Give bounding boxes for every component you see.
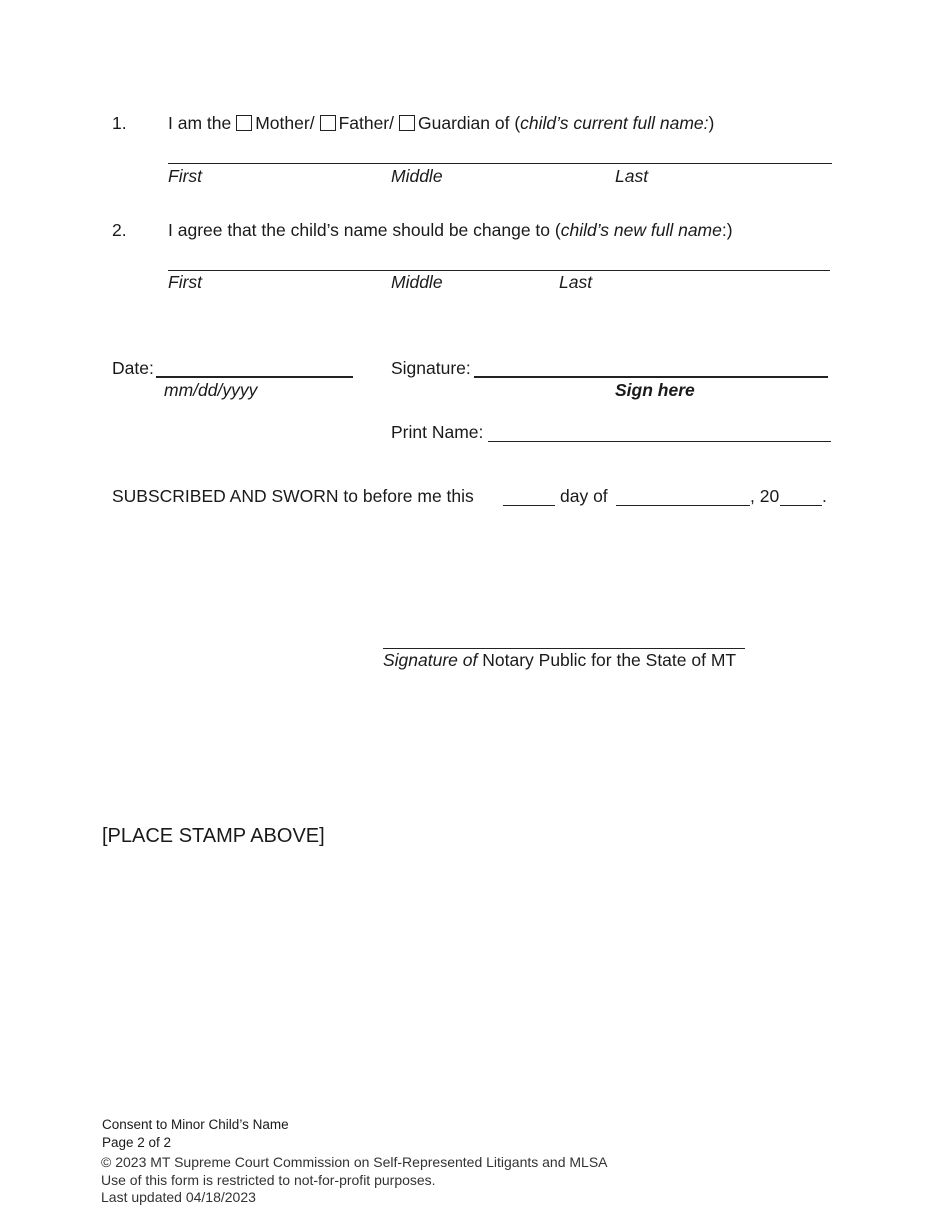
father-checkbox[interactable] xyxy=(320,115,336,131)
item-2-suffix: :) xyxy=(721,220,733,240)
notary-signature-line[interactable] xyxy=(383,648,745,649)
signature-line[interactable] xyxy=(474,376,828,378)
footer-page-number: Page 2 of 2 xyxy=(102,1135,172,1150)
notary-caption xyxy=(383,650,736,671)
item-1-statement xyxy=(168,113,714,134)
new-name-line[interactable] xyxy=(168,270,830,271)
date-line[interactable] xyxy=(156,376,353,378)
current-name-line[interactable] xyxy=(168,163,832,164)
guardian-label: Guardian of ( xyxy=(418,113,521,133)
current-last-caption: Last xyxy=(615,166,649,186)
new-first-caption: First xyxy=(168,272,203,292)
item-1-suffix: ) xyxy=(708,113,715,133)
new-middle-caption: Middle xyxy=(391,272,443,292)
footer-usage: Use of this form is restricted to not-for-profit purposes. xyxy=(101,1172,436,1188)
notary-text: Notary Public for the State of MT xyxy=(477,650,737,670)
item-1-number: 1. xyxy=(112,113,127,133)
sworn-text-4: . xyxy=(822,486,827,506)
footer-copyright: © 2023 MT Supreme Court Commission on Self-Represented Litigants and MLSA xyxy=(101,1154,608,1170)
sworn-month-line[interactable] xyxy=(616,505,750,506)
father-label: Father/ xyxy=(338,113,395,133)
mother-label: Mother/ xyxy=(255,113,315,133)
new-last-caption: Last xyxy=(559,272,593,292)
item-1-italic: child’s current full name: xyxy=(520,113,709,133)
sworn-text-2: day of xyxy=(560,486,608,506)
footer-form-title: Consent to Minor Child’s Name xyxy=(102,1117,289,1132)
item-2-prefix: I agree that the child’s name should be change to ( xyxy=(168,220,561,240)
sign-here-hint: Sign here xyxy=(615,380,695,400)
mother-checkbox[interactable] xyxy=(236,115,252,131)
item-2-number: 2. xyxy=(112,220,127,240)
print-name-label: Print Name: xyxy=(391,422,484,442)
footer-last-updated: Last updated 04/18/2023 xyxy=(101,1189,256,1205)
notary-italic: Signature of xyxy=(383,650,478,670)
date-label: Date: xyxy=(112,358,154,378)
signature-label: Signature: xyxy=(391,358,471,378)
current-first-caption: First xyxy=(168,166,203,186)
stamp-placeholder: [PLACE STAMP ABOVE] xyxy=(102,825,325,847)
item-1-prefix: I am the xyxy=(168,113,232,133)
sworn-year-line[interactable] xyxy=(780,505,822,506)
sworn-day-line[interactable] xyxy=(503,505,555,506)
item-2-italic: child’s new full name xyxy=(560,220,722,240)
sworn-text-3: , 20 xyxy=(750,486,780,506)
guardian-checkbox[interactable] xyxy=(399,115,415,131)
date-hint: mm/dd/yyyy xyxy=(164,380,258,400)
item-2-statement xyxy=(168,220,733,241)
sworn-text-1: SUBSCRIBED AND SWORN to before me this xyxy=(112,486,474,506)
current-middle-caption: Middle xyxy=(391,166,443,186)
print-name-line[interactable] xyxy=(488,441,831,442)
